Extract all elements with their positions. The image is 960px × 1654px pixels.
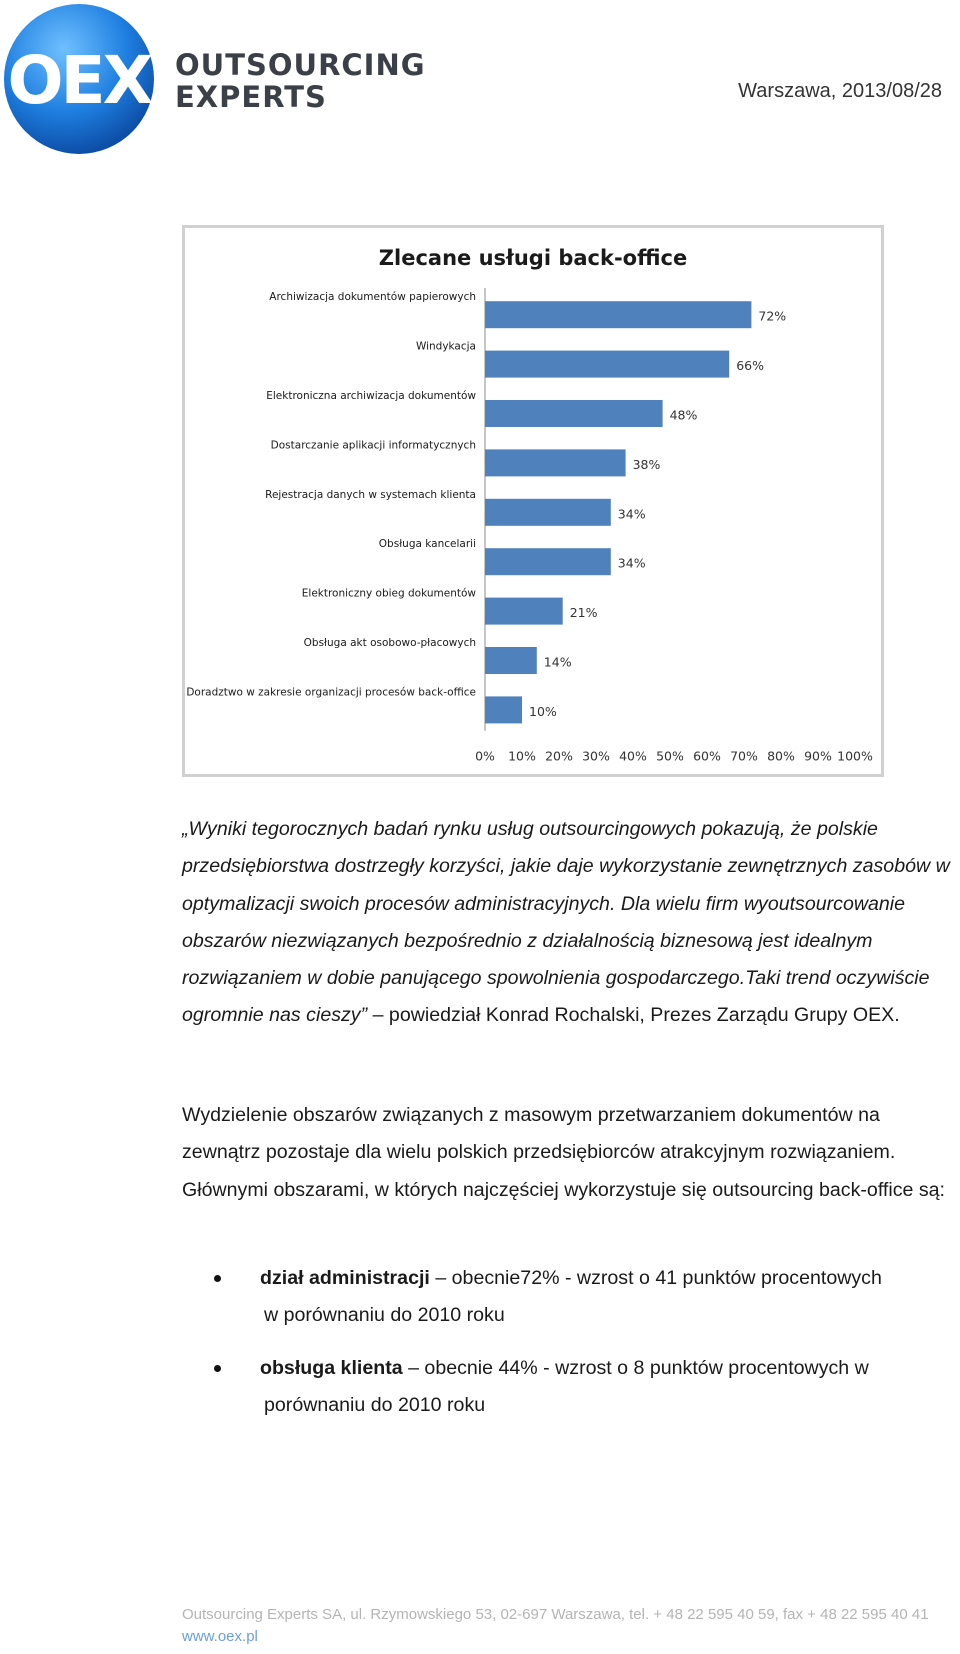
chart-title: Zlecane usługi back-office xyxy=(378,246,688,270)
logo-wordmark-line2: EXPERTS xyxy=(175,80,327,114)
category-label: Elektroniczna archiwizacja dokumentów xyxy=(266,390,476,402)
data-label: 21% xyxy=(569,605,598,621)
category-label: Obsługa kancelarii xyxy=(378,538,476,551)
x-tick-label: 20% xyxy=(545,748,573,764)
bar xyxy=(485,301,751,328)
bar xyxy=(485,449,626,476)
quote-attribution: – powiedział Konrad Rochalski, Prezes Zarządu Grupy OEX. xyxy=(367,1004,900,1027)
quote-text: „Wyniki tegorocznych badań rynku usług outsourcingowych pokazują, że polskie przedsiębiorstwa dostrzegły korzyści, jakie daje wykorzystanie zewnętrznych zasobów w optymalizacji swoich procesów administracyjnych. Dla wielu firm wyoutsourcowanie obszarów niezwiązanych bezpośrednio z działalnością biznesową jest idealnym rozwiązaniem w dobie panującego spowolnienia gospodarczego.Taki trend oczywiście ogromnie nas cieszy” xyxy=(182,818,950,1027)
bar xyxy=(485,647,537,674)
data-label: 38% xyxy=(632,456,661,472)
bullet-line1: – obecnie 44% - wzrost o 8 punktów procentowych w xyxy=(402,1356,869,1379)
bullet-icon xyxy=(214,1275,221,1282)
x-tick-label: 50% xyxy=(656,748,684,764)
x-tick-label: 40% xyxy=(619,748,647,764)
data-label: 48% xyxy=(669,407,698,423)
list-item xyxy=(222,1350,960,1425)
x-tick-label: 30% xyxy=(582,748,610,764)
page-footer xyxy=(182,1604,929,1648)
data-label: 34% xyxy=(617,506,646,522)
bar-chart xyxy=(182,225,884,777)
category-label: Archiwizacja dokumentów papierowych xyxy=(269,291,476,304)
bullet-icon xyxy=(214,1365,221,1372)
list-item xyxy=(222,1260,960,1335)
footer-website-link[interactable]: www.oex.pl xyxy=(182,1628,258,1645)
x-tick-label: 70% xyxy=(730,748,758,764)
footer-address: Outsourcing Experts SA, ul. Rzymowskiego 53, 02-697 Warszawa, tel. + 48 22 595 40 59, fax + 48 22 595 40 41 xyxy=(182,1606,929,1623)
document-date: Warszawa, 2013/08/28 xyxy=(738,80,942,102)
data-label: 10% xyxy=(529,703,557,719)
data-label: 72% xyxy=(758,308,787,324)
category-label: Dostarczanie aplikacji informatycznych xyxy=(270,439,476,452)
data-label: 34% xyxy=(617,555,646,571)
bullet-line1: – obecnie72% - wzrost o 41 punktów procentowych xyxy=(429,1267,882,1289)
bullet-bold-label: dział administracji xyxy=(260,1267,430,1289)
bar xyxy=(485,548,611,575)
data-label: 66% xyxy=(736,358,764,374)
bullet-line2: porównaniu do 2010 roku xyxy=(264,1393,486,1416)
oex-logo-icon xyxy=(2,2,156,156)
x-tick-label: 80% xyxy=(767,748,795,764)
logo-wordmark-line1: OUTSOURCING xyxy=(175,48,426,82)
bar xyxy=(485,696,522,723)
bar-chart-svg xyxy=(185,228,881,774)
bullet-list xyxy=(222,1260,960,1439)
quote-paragraph xyxy=(182,811,952,1035)
x-tick-label: 60% xyxy=(693,748,721,764)
bullet-bold-label: obsługa klienta xyxy=(260,1356,403,1379)
company-logo xyxy=(0,0,426,160)
bullet-line2: w porównaniu do 2010 roku xyxy=(264,1304,505,1327)
x-tick-label: 0% xyxy=(475,748,495,764)
x-tick-label: 10% xyxy=(508,748,536,764)
category-label: Obsługa akt osobowo-płacowych xyxy=(303,637,476,649)
category-label: Windykacja xyxy=(415,340,476,353)
bar xyxy=(485,499,611,526)
bar xyxy=(485,598,563,625)
x-tick-label: 100% xyxy=(837,748,873,764)
category-label: Rejestracja danych w systemach klienta xyxy=(265,488,476,501)
bar xyxy=(485,351,729,378)
category-label: Doradztwo w zakresie organizacji procesów back-office xyxy=(186,686,476,699)
category-label: Elektroniczny obieg dokumentów xyxy=(301,587,476,600)
logo-initials: OEX xyxy=(7,42,151,119)
bar xyxy=(485,400,663,427)
x-tick-label: 90% xyxy=(804,748,832,764)
body-paragraph: Wydzielenie obszarów związanych z masowym przetwarzaniem dokumentów na zewnątrz pozostaje dla wielu polskich przedsiębiorców atrakcyjnym rozwiązaniem. Głównymi obszarami, w których najczęściej wykorzystuje się outsourcing back-office są: xyxy=(182,1104,945,1201)
data-label: 14% xyxy=(543,654,572,670)
